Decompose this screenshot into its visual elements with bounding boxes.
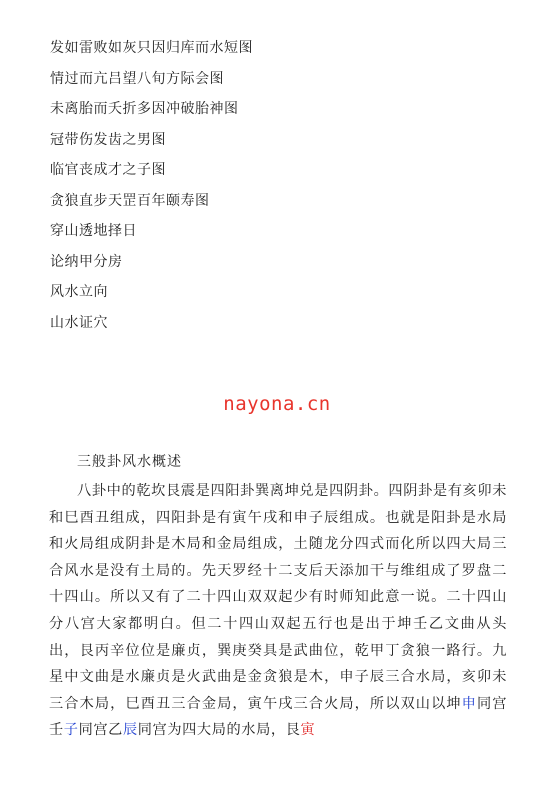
toc-item: 临官丧成才之子图 — [50, 162, 166, 178]
toc-item: 论纳甲分房 — [50, 253, 123, 270]
table-of-contents — [50, 38, 253, 343]
toc-item: 情过而亢吕望八旬方际会图 — [50, 70, 224, 87]
highlight-char: 子 — [63, 722, 79, 739]
toc-item: 发如雷败如灰只因归库而水短图 — [50, 40, 253, 56]
watermark-text: nayona.cn — [223, 393, 331, 415]
highlight-char: 申 — [461, 695, 477, 712]
paragraph-text: 同宫为四大局的水局，艮 — [137, 722, 301, 739]
toc-item: 穿山透地择日 — [50, 223, 137, 239]
paragraph-text: 八卦中的乾坎艮震是四阳卦巽离坤兑是四阴卦。四阴卦是有亥卯未和巳酉丑组成，四阳卦是有寅午戌和申子辰组成。也就是阳卦是水局和火局组成阴卦是木局和金局组成，土随龙分四式而化所以四大局三合风水是没有土局的。先天罗经十二支后天添加干与维组成了罗盘二十四山。所以又有了二十四山双双起少有时师知此意一说。二十四山分八宫大家都明白。但二十四山双起五行也是出于坤壬乙文曲从头出，艮丙辛位位是廉贞，巽庚癸具是武曲位，乾甲丁贪狼一路行。九星中文曲是水廉贞是火武曲是金贪狼是木，申子辰三合水局，亥卯未三合木局，巳酉丑三合金局，寅午戌三合火局，所以双山以坤 — [49, 483, 507, 712]
paragraph-text: 同宫壬 — [49, 695, 508, 739]
section-title: 三般卦风水概述 — [77, 454, 182, 470]
toc-item: 风水立向 — [50, 284, 108, 300]
paragraph-text: 同宫乙 — [78, 722, 123, 739]
highlight-char: 辰 — [122, 722, 138, 739]
toc-item: 冠带伤发齿之男图 — [50, 131, 166, 148]
body-paragraph — [49, 478, 507, 744]
toc-item: 未离胎而夭折多因冲破胎神图 — [50, 101, 239, 117]
toc-item: 山水证穴 — [50, 314, 108, 331]
highlight-char: 寅 — [300, 722, 316, 739]
toc-item: 贪狼直步天罡百年颐寿图 — [50, 192, 210, 209]
